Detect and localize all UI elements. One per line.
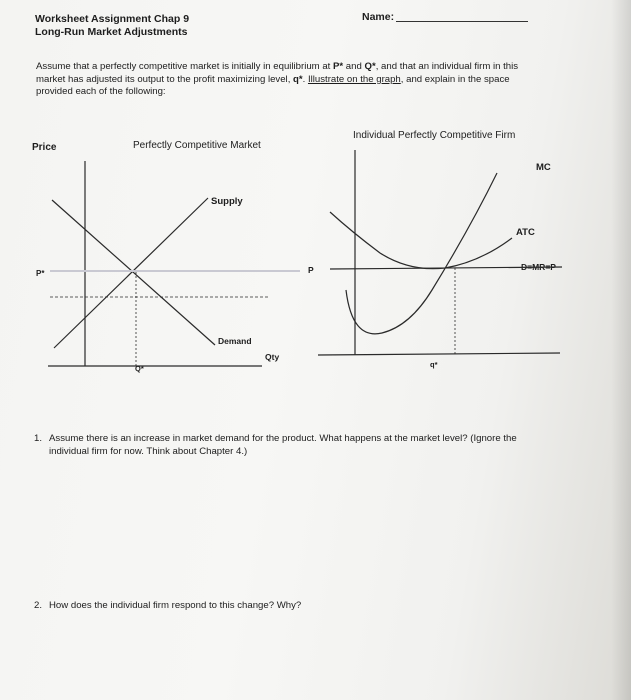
intro-q-star: Q* bbox=[364, 61, 376, 72]
intro-p-star: P* bbox=[333, 61, 344, 72]
question-2-number: 2. bbox=[34, 600, 43, 611]
intro-and: and bbox=[343, 61, 365, 72]
firm-x-axis bbox=[318, 353, 560, 355]
firm-qty-tick: q* bbox=[430, 360, 438, 369]
demand-curve bbox=[52, 200, 215, 345]
demand-label: Demand bbox=[218, 336, 252, 346]
intro-text-4: , and explain in the space provided each of the following: bbox=[36, 73, 510, 97]
intro-text-1: Assume that a perfectly competitive market is initially in equilibrium at bbox=[36, 61, 333, 72]
question-1-text: Assume there is an increase in market demand for the product. What happens at the market level? (Ignore the individual firm for now. Think about Chapter 4.) bbox=[49, 433, 517, 457]
firm-graph bbox=[318, 150, 562, 355]
mc-label: MC bbox=[536, 162, 551, 173]
intro-text-2: , and that an individual firm in this market has adjusted its output to the profit maximizing level, bbox=[36, 61, 519, 85]
mc-curve bbox=[346, 173, 497, 334]
atc-curve bbox=[330, 212, 512, 269]
atc-label: ATC bbox=[516, 227, 535, 238]
firm-graph-title: Individual Perfectly Competitive Firm bbox=[353, 130, 516, 141]
worksheet-subtitle: Long-Run Market Adjustments bbox=[35, 26, 188, 38]
market-graph-title: Perfectly Competitive Market bbox=[133, 140, 261, 151]
supply-label: Supply bbox=[211, 196, 243, 207]
firm-price-tick: P bbox=[308, 265, 314, 275]
market-qty-tick: Q* bbox=[135, 364, 144, 373]
market-price-tick: P* bbox=[36, 269, 45, 278]
market-graph bbox=[48, 161, 300, 366]
intro-q-small: q* bbox=[293, 73, 303, 85]
dmr-label: D=MR=P bbox=[521, 262, 556, 272]
page-edge-shadow bbox=[611, 0, 631, 700]
worksheet-title: Worksheet Assignment Chap 9 bbox=[35, 13, 190, 25]
intro-underlined-instruction: Illustrate on the graph bbox=[307, 73, 401, 85]
question-1-number: 1. bbox=[34, 433, 43, 444]
intro-text-3: . bbox=[302, 73, 308, 85]
supply-curve bbox=[54, 198, 208, 348]
market-y-axis-label: Price bbox=[32, 142, 57, 153]
name-label: Name: bbox=[362, 11, 395, 23]
question-2-text: How does the individual firm respond to this change? Why? bbox=[49, 600, 302, 611]
market-x-axis-label: Qty bbox=[265, 352, 280, 362]
